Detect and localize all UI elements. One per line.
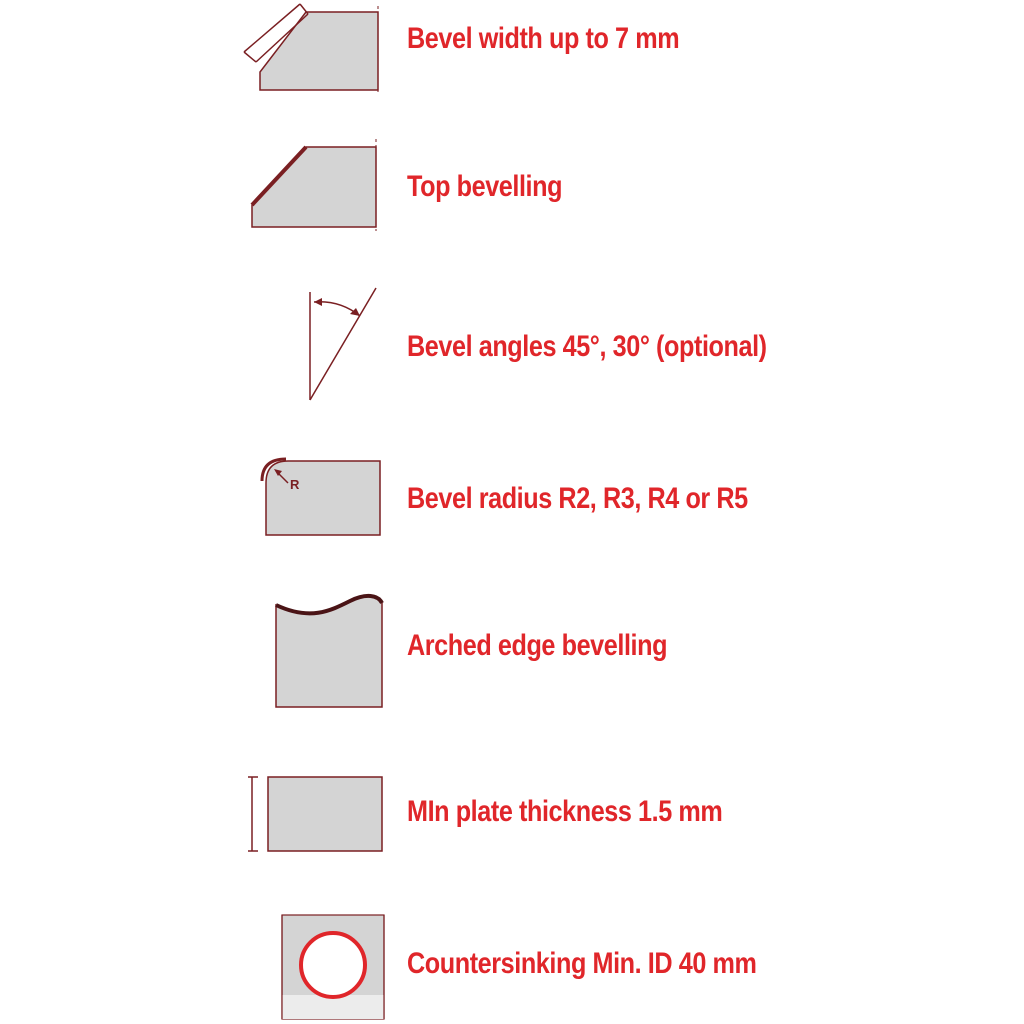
countersinking-icon — [236, 905, 396, 1024]
bevel-angle-icon — [236, 280, 396, 410]
feature-row-plate-thickness — [0, 765, 1024, 865]
feature-row-bevel-width — [0, 0, 1024, 110]
bevel-radius-icon — [236, 445, 396, 545]
feature-row-arched-edge — [0, 585, 1024, 715]
radius-symbol: R — [290, 477, 300, 492]
feature-label: Bevel width up to 7 mm — [407, 22, 680, 55]
feature-label: Top bevelling — [407, 170, 563, 203]
feature-label: Countersinking Min. ID 40 mm — [407, 947, 757, 980]
feature-label: MIn plate thickness 1.5 mm — [407, 795, 723, 828]
feature-label: Bevel radius R2, R3, R4 or R5 — [407, 482, 748, 515]
feature-label: Arched edge bevelling — [407, 629, 668, 662]
plate-thickness-icon — [236, 765, 396, 865]
feature-row-bevel-angles — [0, 280, 1024, 410]
bevel-width-icon — [236, 0, 396, 110]
feature-row-bevel-radius — [0, 445, 1024, 545]
arched-edge-icon — [236, 585, 396, 715]
feature-label: Bevel angles 45°, 30° (optional) — [407, 330, 767, 363]
top-bevelling-icon — [236, 135, 396, 245]
feature-row-countersinking — [0, 905, 1024, 1024]
feature-row-top-bevelling — [0, 135, 1024, 245]
